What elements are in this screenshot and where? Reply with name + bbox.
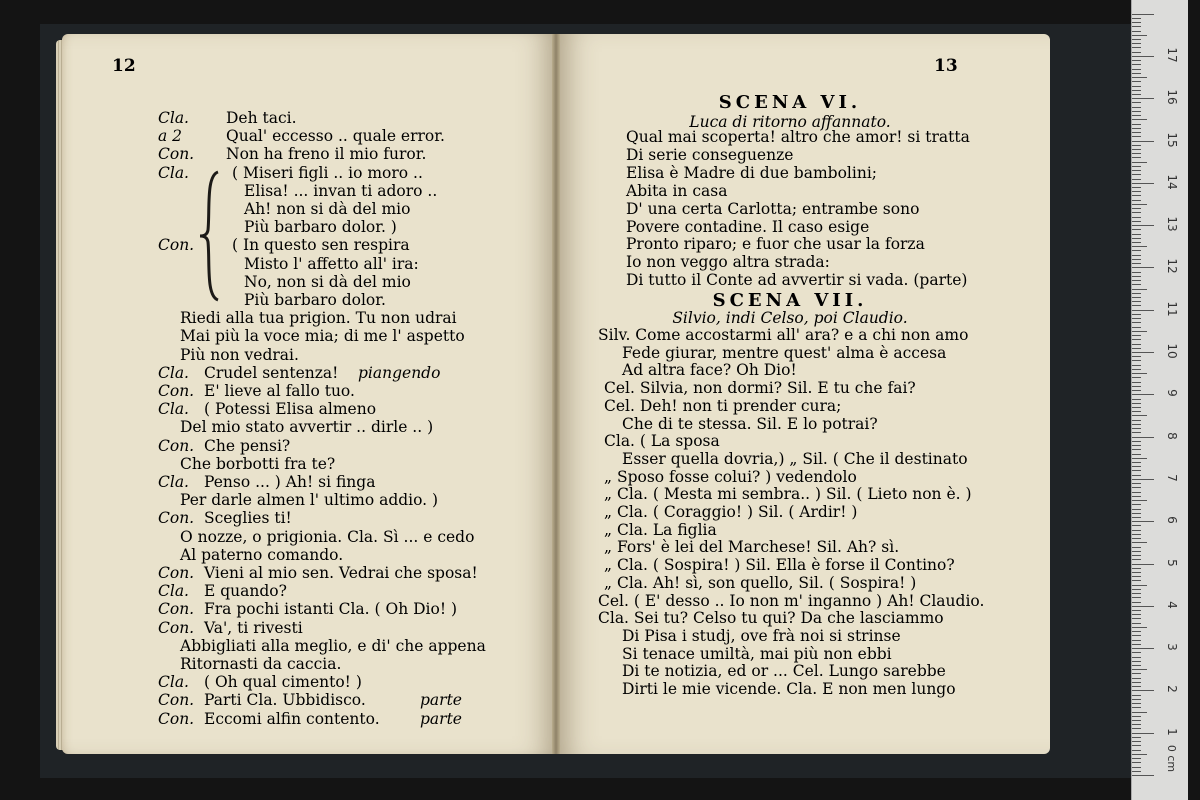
ruler-tick: [1132, 293, 1141, 294]
ruler-tick: [1132, 437, 1154, 438]
ruler-number: 9: [1165, 389, 1179, 398]
right-line: „ Cla. Ah! sì, son quello, Sil. ( Sospira! ): [604, 573, 917, 592]
ruler-tick: [1132, 90, 1141, 91]
verse-text: Vieni al mio sen. Vedrai che sposa!: [204, 564, 478, 582]
scene-6-title: SCENA VI.: [718, 92, 862, 113]
ruler-tick: [1132, 407, 1141, 408]
ruler-tick: [1132, 411, 1141, 412]
ruler-tick: [1132, 149, 1141, 150]
stage-direction: parte: [420, 709, 462, 728]
speaker-label: Con.: [158, 564, 195, 582]
ruler-number: 1: [1165, 727, 1179, 736]
speaker-label: Cla.: [158, 400, 189, 419]
ruler-tick: [1132, 331, 1147, 332]
right-line: D' una certa Carlotta; entrambe sono: [626, 199, 920, 218]
ruler-tick: [1132, 559, 1141, 560]
ruler-tick: [1132, 242, 1141, 243]
ruler-number: 13: [1165, 216, 1179, 232]
ruler-tick: [1132, 741, 1141, 742]
right-line: „ Cla. La figlia: [604, 520, 717, 539]
ruler-tick: [1132, 399, 1141, 400]
speaker-label: Con.: [158, 709, 195, 728]
ruler-number: 7: [1165, 474, 1179, 482]
ruler-tick: [1132, 339, 1141, 340]
ruler-tick: [1132, 640, 1141, 641]
ruler-tick: [1132, 724, 1141, 725]
ruler-tick: [1132, 162, 1147, 163]
right-line: Che di te stessa. Sil. E lo potrai?: [622, 414, 878, 433]
speaker-label: Con.: [158, 382, 195, 400]
ruler-tick: [1132, 564, 1154, 565]
ruler-tick: [1132, 635, 1141, 636]
ruler-number: 16: [1165, 89, 1179, 105]
ruler-tick: [1132, 352, 1154, 353]
verse-text: Per darle almen l' ultimo addio. ): [180, 491, 439, 510]
right-line: Si tenace umiltà, mai più non ebbi: [622, 644, 892, 663]
ruler-tick: [1132, 682, 1141, 683]
ruler-tick: [1132, 81, 1141, 82]
verse-text: Che borbotti fra te?: [180, 454, 336, 473]
ruler-tick: [1132, 179, 1141, 180]
ruler-tick: [1132, 238, 1141, 239]
right-line: Elisa è Madre di due bambolini;: [626, 163, 877, 182]
ruler-tick: [1132, 153, 1141, 154]
measuring-ruler: [1131, 0, 1188, 800]
ruler-tick: [1132, 703, 1141, 704]
ruler-tick: [1132, 673, 1141, 674]
ruler-tick: [1132, 47, 1141, 48]
ruler-tick: [1132, 513, 1141, 514]
verse-text: Eccomi alfin contento.: [204, 709, 380, 728]
ruler-tick: [1132, 652, 1141, 653]
ruler-tick: [1132, 631, 1141, 632]
verse-text: O nozze, o prigionia. Cla. Sì ... e cedo: [180, 527, 475, 546]
right-line: Cel. Deh! non ti prender cura;: [604, 396, 842, 415]
ruler-tick: [1132, 521, 1154, 522]
right-line: Povere contadine. Il caso esige: [626, 217, 870, 236]
ruler-tick: [1132, 327, 1141, 328]
ruler-number: 14: [1165, 174, 1179, 190]
ruler-tick: [1132, 458, 1147, 459]
right-line: Cel. Silvia, non dormi? Sil. E tu che fai?: [604, 379, 916, 398]
ruler-tick: [1132, 157, 1141, 158]
ruler-tick: [1132, 200, 1141, 201]
verse-text: Deh taci.: [226, 109, 297, 127]
ruler-tick: [1132, 267, 1154, 268]
ruler-tick: [1132, 466, 1141, 467]
verse-text: ( Miseri figli .. io moro ..: [232, 163, 423, 182]
ruler-tick: [1132, 107, 1141, 108]
ruler-tick: [1132, 728, 1141, 729]
ruler-tick: [1132, 208, 1141, 209]
ruler-tick: [1132, 720, 1141, 721]
ruler-tick: [1132, 204, 1147, 205]
ruler-tick: [1132, 750, 1141, 751]
ruler-tick: [1132, 699, 1141, 700]
ruler-tick: [1132, 432, 1141, 433]
ruler-tick: [1132, 665, 1141, 666]
ruler-tick: [1132, 284, 1141, 285]
verse-text: Penso ... ) Ah! si finga: [204, 473, 376, 491]
ruler-tick: [1132, 111, 1141, 112]
ruler-tick: [1132, 428, 1141, 429]
ruler-number: 6: [1165, 516, 1179, 524]
speaker-label: Cla.: [158, 473, 189, 491]
ruler-tick: [1132, 234, 1141, 235]
ruler-tick: [1132, 310, 1154, 311]
ruler-tick: [1132, 390, 1141, 391]
verse-text: Ritornasti da caccia.: [180, 655, 342, 673]
right-line: Di tutto il Conte ad avvertir si vada. (parte): [626, 271, 968, 290]
ruler-tick: [1132, 568, 1141, 569]
ruler-tick: [1132, 686, 1141, 687]
ruler-tick: [1132, 669, 1147, 670]
speaker-label: Con.: [158, 600, 195, 619]
ruler-tick: [1132, 775, 1154, 776]
ruler-tick: [1132, 183, 1154, 184]
scene-7-title: SCENA VII.: [712, 290, 868, 311]
right-line: Dirti le mie vicende. Cla. E non men lungo: [622, 680, 956, 698]
ruler-tick: [1132, 394, 1154, 395]
right-line: Cla. ( La sposa: [604, 432, 720, 451]
ruler-tick: [1132, 382, 1141, 383]
ruler-tick: [1132, 56, 1154, 57]
ruler-tick: [1132, 441, 1141, 442]
ruler-tick: [1132, 614, 1141, 615]
ruler-tick: [1132, 166, 1141, 167]
ruler-tick: [1132, 542, 1147, 543]
ruler-tick: [1132, 297, 1141, 298]
ruler-tick: [1132, 187, 1141, 188]
ruler-tick: [1132, 618, 1141, 619]
verse-text: Elisa! ... invan ti adoro ..: [244, 181, 438, 200]
ruler-tick: [1132, 289, 1147, 290]
verse-text: ( In questo sen respira: [232, 236, 410, 255]
right-line: Di te notizia, ed or ... Cel. Lungo sarebbe: [622, 662, 946, 681]
ruler-tick: [1132, 424, 1141, 425]
ruler-tick: [1132, 648, 1154, 649]
verse-text: Più non vedrai.: [180, 345, 299, 364]
ruler-number: 3: [1165, 643, 1179, 651]
ruler-tick: [1132, 43, 1141, 44]
ruler-tick: [1132, 377, 1141, 378]
ruler-tick: [1132, 322, 1141, 323]
speaker-label: Con.: [158, 691, 195, 710]
ruler-tick: [1132, 627, 1147, 628]
verse-text: E' lieve al fallo tuo.: [204, 382, 355, 400]
verse-text: Riedi alla tua prigion. Tu non udrai: [180, 309, 457, 328]
right-line: Cel. ( E' desso .. Io non m' inganno ) Ah! Claudio.: [598, 591, 985, 610]
ruler-number: 8: [1165, 431, 1179, 440]
ruler-tick: [1132, 517, 1141, 518]
ruler-tick: [1132, 509, 1141, 510]
ruler-tick: [1132, 758, 1141, 759]
ruler-tick: [1132, 695, 1141, 696]
ruler-tick: [1132, 525, 1141, 526]
verse-text: Al paterno comando.: [180, 545, 344, 564]
ruler-tick: [1132, 644, 1141, 645]
ruler-tick: [1132, 31, 1141, 32]
right-line: „ Fors' è lei del Marchese! Sil. Ah? sì.: [604, 538, 900, 557]
ruler-tick: [1132, 191, 1141, 192]
right-line: „ Cla. ( Sospira! ) Sil. Ella è forse il Contino?: [604, 556, 955, 575]
ruler-tick: [1132, 530, 1141, 531]
scene-6-subtitle: Luca di ritorno affannato.: [689, 113, 891, 131]
right-line: „ Cla. ( Coraggio! ) Sil. ( Ardir! ): [604, 503, 858, 521]
ruler-tick: [1132, 555, 1141, 556]
ruler-tick: [1132, 128, 1141, 129]
ruler-tick: [1132, 369, 1141, 370]
ruler-tick: [1132, 762, 1141, 763]
ruler-number: 2: [1165, 685, 1179, 694]
ruler-tick: [1132, 94, 1141, 95]
ruler-number: 5: [1165, 558, 1179, 567]
ruler-tick: [1132, 678, 1141, 679]
ruler-tick: [1132, 449, 1141, 450]
ruler-number: 12: [1165, 258, 1179, 275]
right-line: Io non veggo altra strada:: [626, 253, 830, 272]
ruler-tick: [1132, 610, 1141, 611]
ruler-tick: [1132, 276, 1141, 277]
ruler-tick: [1132, 606, 1154, 607]
verse-text: Più barbaro dolor. ): [244, 218, 397, 237]
ruler-tick: [1132, 35, 1147, 36]
stage-direction: piangendo: [358, 363, 441, 382]
scene-7-subtitle: Silvio, indi Celso, poi Claudio.: [672, 309, 908, 327]
ruler-tick: [1132, 73, 1141, 74]
verse-text: ( Oh qual cimento! ): [204, 673, 362, 692]
ruler-tick: [1132, 580, 1141, 581]
page-number-left: 12: [112, 56, 136, 76]
right-line: Fede giurar, mentre quest' alma è accesa: [622, 343, 947, 362]
verse-text: Mai più la voce mia; di me l' aspetto: [180, 327, 465, 346]
ruler-tick: [1132, 745, 1141, 746]
ruler-tick: [1132, 217, 1141, 218]
ruler-tick: [1132, 225, 1154, 226]
ruler-tick: [1132, 360, 1141, 361]
right-line: Cla. Sei tu? Celso tu qui? Da che lasciammo: [598, 609, 944, 628]
ruler-unit: 0 cm: [1165, 744, 1179, 773]
ruler-tick: [1132, 102, 1141, 103]
ruler-tick: [1132, 500, 1147, 501]
verse-text: Che pensi?: [204, 436, 291, 455]
ruler-tick: [1132, 454, 1141, 455]
ruler-tick: [1132, 547, 1141, 548]
verse-text: Qual' eccesso .. quale error.: [226, 127, 445, 146]
ruler-tick: [1132, 534, 1141, 535]
ruler-tick: [1132, 754, 1147, 755]
speaker-label: Con.: [158, 509, 195, 528]
verse-text: E quando?: [204, 582, 287, 601]
ruler-tick: [1132, 593, 1141, 594]
ruler-tick: [1132, 551, 1141, 552]
verse-text: Crudel sentenza!: [204, 363, 339, 382]
ruler-tick: [1132, 403, 1141, 404]
ruler-tick: [1132, 771, 1141, 772]
ruler-tick: [1132, 712, 1147, 713]
speaker-label: Con.: [158, 436, 195, 455]
ruler-tick: [1132, 483, 1141, 484]
ruler-tick: [1132, 86, 1141, 87]
verse-text: Misto l' affetto all' ira:: [244, 254, 419, 273]
verse-text: No, non si dà del mio: [244, 272, 411, 291]
speaker-label: Con.: [158, 236, 195, 255]
ruler-tick: [1132, 26, 1141, 27]
ruler-tick: [1132, 52, 1141, 53]
ruler-number: 11: [1165, 301, 1179, 317]
verse-text: Più barbaro dolor.: [244, 291, 386, 309]
ruler-number: 15: [1165, 131, 1179, 148]
right-line: Di serie conseguenze: [626, 145, 794, 164]
ruler-number: 4: [1165, 600, 1179, 609]
ruler-tick: [1132, 14, 1154, 15]
ruler-number: 17: [1165, 47, 1179, 63]
ruler-tick: [1132, 141, 1154, 142]
right-line: Di Pisa i studj, ove frà noi si strinse: [622, 626, 901, 645]
ruler-tick: [1132, 492, 1141, 493]
ruler-tick: [1132, 115, 1141, 116]
ruler-tick: [1132, 462, 1141, 463]
ruler-tick: [1132, 136, 1141, 137]
stage-direction: parte: [420, 691, 462, 710]
ruler-tick: [1132, 229, 1141, 230]
ruler-tick: [1132, 356, 1141, 357]
verse-text: Ah! non si dà del mio: [244, 200, 411, 218]
speaker-label: Cla.: [158, 109, 189, 127]
ruler-tick: [1132, 145, 1141, 146]
ruler-tick: [1132, 445, 1141, 446]
ruler-tick: [1132, 77, 1147, 78]
ruler-tick: [1132, 707, 1141, 708]
speaker-label: Cla.: [158, 163, 189, 182]
ruler-tick: [1132, 344, 1141, 345]
ruler-tick: [1132, 246, 1147, 247]
verse-text: Sceglies ti!: [204, 509, 292, 528]
verse-text: ( Potessi Elisa almeno: [204, 400, 377, 419]
speaker-label: Cla.: [158, 673, 189, 692]
ruler-tick: [1132, 263, 1141, 264]
right-line: „ Cla. ( Mesta mi sembra.. ) Sil. ( Lieto non è. ): [604, 485, 972, 504]
ruler-tick: [1132, 314, 1141, 315]
ruler-tick: [1132, 597, 1141, 598]
ruler-tick: [1132, 195, 1141, 196]
ruler-tick: [1132, 170, 1141, 171]
ruler-tick: [1132, 221, 1141, 222]
verse-text: Fra pochi istanti Cla. ( Oh Dio! ): [204, 600, 458, 619]
ruler-tick: [1132, 496, 1141, 497]
verse-text: Parti Cla. Ubbidisco.: [204, 691, 366, 710]
ruler-tick: [1132, 335, 1141, 336]
ruler-tick: [1132, 589, 1141, 590]
ruler-tick: [1132, 18, 1141, 19]
ruler-tick: [1132, 119, 1147, 120]
ruler-tick: [1132, 255, 1141, 256]
speaker-label: Cla.: [158, 582, 189, 601]
ruler-tick: [1132, 305, 1141, 306]
ruler-tick: [1132, 272, 1141, 273]
ruler-tick: [1132, 657, 1141, 658]
ruler-tick: [1132, 487, 1141, 488]
ruler-tick: [1132, 280, 1141, 281]
right-line: „ Sposo fosse colui? ) vedendolo: [604, 467, 857, 486]
right-line: Silv. Come accostarmi all' ara? e a chi non amo: [598, 326, 969, 344]
verse-text: Del mio stato avvertir .. dirle .. ): [180, 418, 434, 437]
ruler-tick: [1132, 767, 1141, 768]
ruler-tick: [1132, 318, 1141, 319]
right-line: Pronto riparo; e fuor che usar la forza: [626, 235, 925, 254]
ruler-tick: [1132, 623, 1141, 624]
speaker-label: Con.: [158, 145, 195, 164]
brace-symbol: [198, 170, 222, 302]
ruler-tick: [1132, 22, 1141, 23]
ruler-tick: [1132, 64, 1141, 65]
right-line: Qual mai scoperta! altro che amor! si tratta: [626, 128, 970, 146]
ruler-tick: [1132, 365, 1141, 366]
ruler-tick: [1132, 479, 1154, 480]
ruler-tick: [1132, 373, 1147, 374]
ruler-tick: [1132, 576, 1141, 577]
ruler-tick: [1132, 504, 1141, 505]
ruler-tick: [1132, 124, 1141, 125]
ruler-tick: [1132, 39, 1141, 40]
ruler-tick: [1132, 602, 1141, 603]
ruler-tick: [1132, 716, 1141, 717]
ruler-tick: [1132, 60, 1141, 61]
ruler-tick: [1132, 250, 1141, 251]
ruler-tick: [1132, 348, 1141, 349]
ruler-tick: [1132, 98, 1154, 99]
ruler-tick: [1132, 212, 1141, 213]
verse-text: Va', ti rivesti: [204, 618, 303, 637]
book-gutter: [552, 34, 560, 754]
ruler-number: 10: [1165, 343, 1179, 359]
ruler-tick: [1132, 386, 1141, 387]
ruler-tick: [1132, 737, 1141, 738]
speaker-label: Cla.: [158, 363, 189, 382]
ruler-tick: [1132, 415, 1147, 416]
speaker-label: Con.: [158, 618, 195, 637]
ruler-tick: [1132, 420, 1141, 421]
ruler-tick: [1132, 585, 1147, 586]
right-line: Abita in casa: [626, 181, 728, 200]
page-number-right: 13: [934, 56, 958, 76]
ruler-tick: [1132, 132, 1141, 133]
verse-text: Non ha freno il mio furor.: [226, 145, 427, 164]
ruler-tick: [1132, 538, 1141, 539]
ruler-tick: [1132, 259, 1141, 260]
ruler-tick: [1132, 174, 1141, 175]
right-line: Ad altra face? Oh Dio!: [622, 361, 797, 380]
right-line: Esser quella dovria,) „ Sil. ( Che il destinato: [622, 449, 968, 468]
ruler-tick: [1132, 475, 1141, 476]
ruler-tick: [1132, 301, 1141, 302]
ruler-tick: [1132, 733, 1154, 734]
ruler-tick: [1132, 470, 1141, 471]
ruler-tick: [1132, 572, 1141, 573]
verse-text: Abbigliati alla meglio, e di' che appena: [180, 636, 486, 655]
ruler-tick: [1132, 69, 1141, 70]
speaker-label: a 2: [158, 127, 183, 146]
ruler-tick: [1132, 661, 1141, 662]
ruler-tick: [1132, 690, 1154, 691]
